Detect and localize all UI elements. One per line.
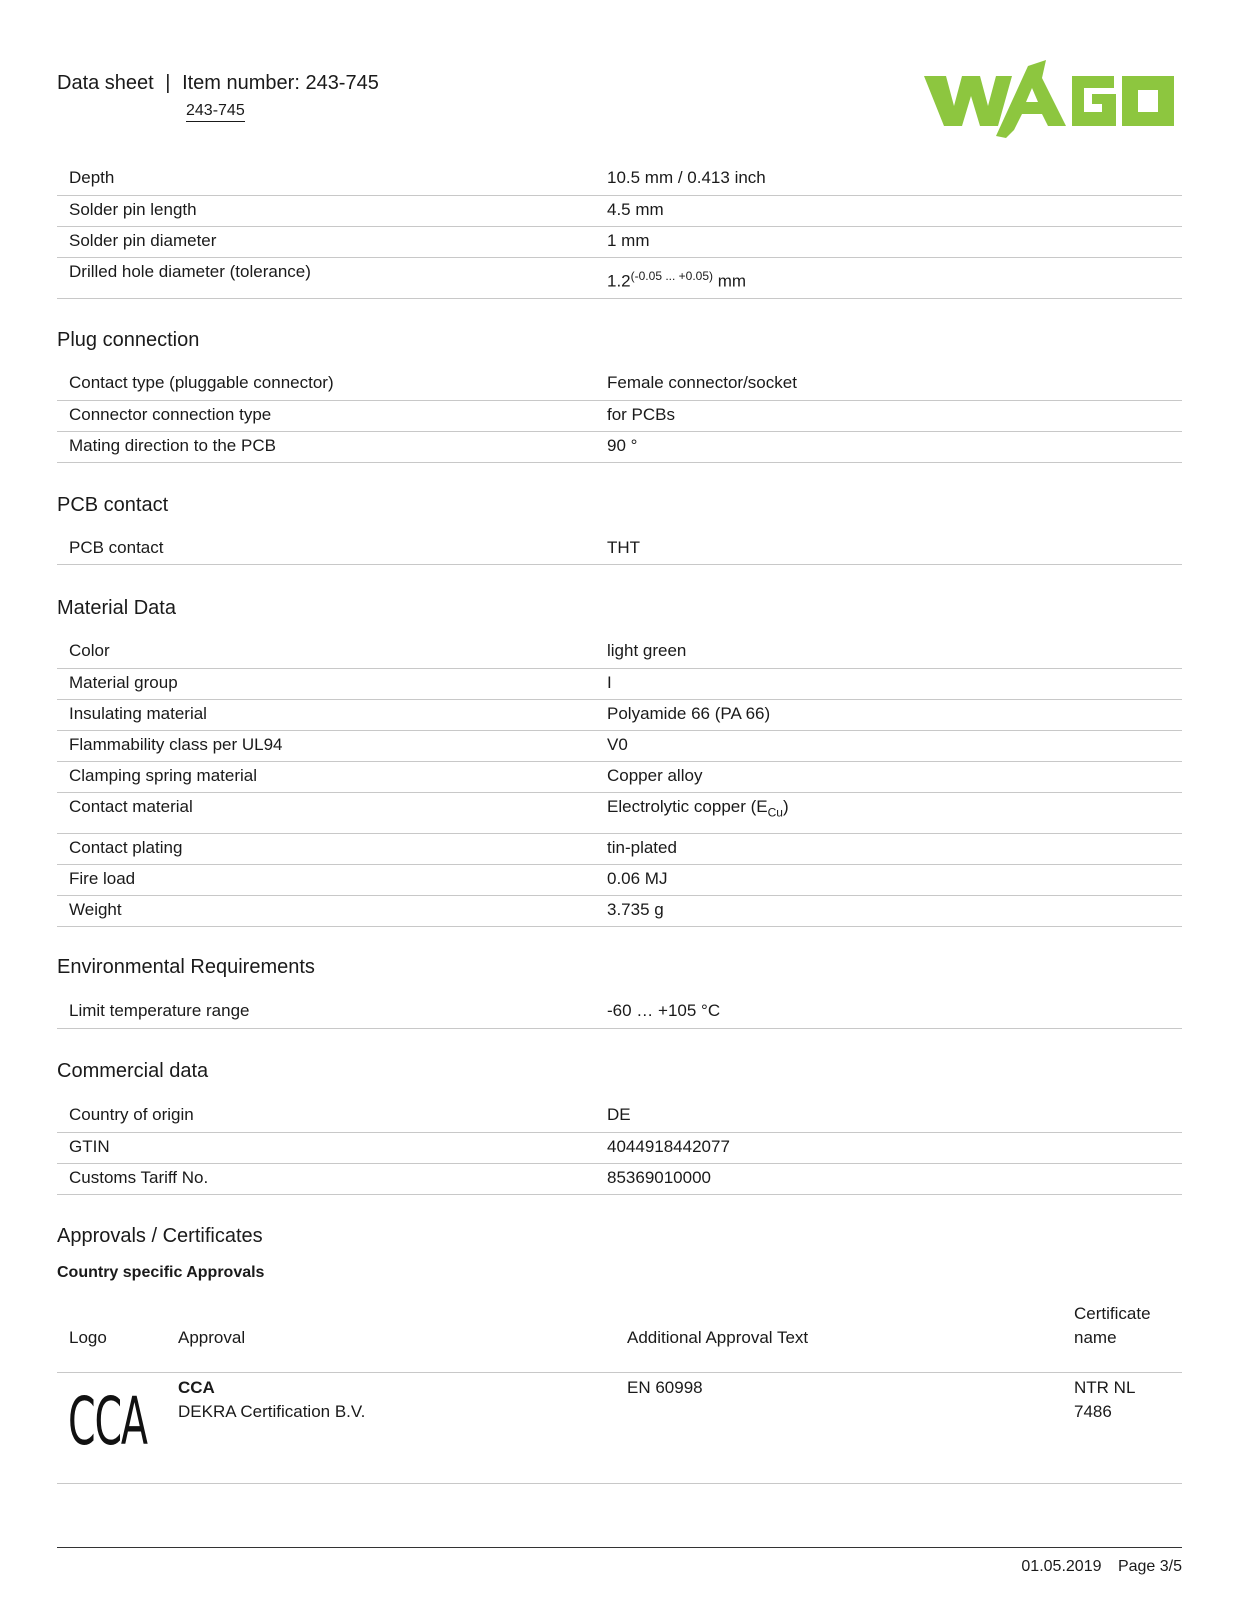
table-row xyxy=(57,432,1182,463)
row-label: GTIN xyxy=(69,1137,110,1156)
row-label: Customs Tariff No. xyxy=(69,1168,209,1187)
table-row xyxy=(57,196,1182,227)
dimensions-table xyxy=(57,165,1182,299)
value-unit: mm xyxy=(717,271,747,291)
row-label: Solder pin length xyxy=(69,200,197,219)
certificate-name-line2: 7486 xyxy=(1074,1402,1112,1421)
row-label: Mating direction to the PCB xyxy=(69,436,276,455)
table-row xyxy=(57,535,1182,565)
value-base: 1.2 xyxy=(607,271,631,291)
table-row xyxy=(57,1133,1182,1164)
table-row xyxy=(57,638,1182,669)
table-row xyxy=(57,700,1182,731)
row-label: Connector connection type xyxy=(69,405,272,424)
table-row xyxy=(57,669,1182,700)
approval-name: CCA xyxy=(178,1378,215,1397)
footer-divider xyxy=(57,1547,1182,1548)
section-title-material: Material Data xyxy=(57,597,176,619)
wago-logo xyxy=(924,58,1182,146)
value-end: ) xyxy=(782,797,789,816)
row-label: Limit temperature range xyxy=(69,1001,250,1020)
col-cert-line2: name xyxy=(1074,1328,1117,1347)
row-label: Country of origin xyxy=(69,1105,194,1124)
footer-date: 01.05.2019 xyxy=(1021,1558,1102,1575)
subsection-country-approvals: Country specific Approvals xyxy=(57,1264,265,1281)
row-label: Weight xyxy=(69,900,122,919)
row-value: 4044918442077 xyxy=(607,1137,730,1156)
value-tolerance: (-0.05 ... +0.05) xyxy=(630,269,714,283)
table-row xyxy=(57,1102,1182,1133)
plug-table xyxy=(57,370,1182,463)
row-value xyxy=(607,793,1182,833)
title-separator: | xyxy=(165,72,171,94)
commercial-table xyxy=(57,1102,1182,1195)
row-value xyxy=(607,258,1182,298)
row-value: 90 ° xyxy=(607,436,638,455)
section-title-plug: Plug connection xyxy=(57,329,200,351)
approvals-header xyxy=(57,1304,1182,1373)
value-subscript: Cu xyxy=(767,805,783,820)
approval-org: DEKRA Certification B.V. xyxy=(178,1402,366,1421)
section-title-pcb: PCB contact xyxy=(57,494,169,516)
row-value: Copper alloy xyxy=(607,766,703,785)
table-row xyxy=(57,401,1182,432)
row-label: Flammability class per UL94 xyxy=(69,735,283,754)
table-row xyxy=(57,370,1182,401)
section-title-commercial: Commercial data xyxy=(57,1060,209,1082)
certificate-name-line1: NTR NL xyxy=(1074,1378,1136,1397)
row-value: 4.5 mm xyxy=(607,200,664,219)
table-row xyxy=(57,731,1182,762)
table-row xyxy=(57,997,1182,1029)
row-label: Contact material xyxy=(69,797,193,816)
section-title-environment: Environmental Requirements xyxy=(57,956,315,978)
additional-approval-text: EN 60998 xyxy=(627,1378,703,1397)
footer xyxy=(1009,1558,1182,1576)
col-cert-line1: Certificate xyxy=(1074,1304,1151,1323)
row-value: Female connector/socket xyxy=(607,373,797,392)
table-row xyxy=(57,227,1182,258)
table-row xyxy=(57,865,1182,896)
table-row xyxy=(57,896,1182,927)
row-label: Drilled hole diameter (tolerance) xyxy=(69,262,311,281)
cca-logo: CCA xyxy=(68,1383,147,1460)
row-value: -60 … +105 °C xyxy=(607,1001,721,1020)
row-value: 3.735 g xyxy=(607,900,664,919)
environment-table xyxy=(57,997,1182,1029)
row-label: Contact plating xyxy=(69,838,183,857)
row-value: 85369010000 xyxy=(607,1168,712,1187)
table-row xyxy=(57,762,1182,793)
row-value: for PCBs xyxy=(607,405,676,424)
row-value: 1 mm xyxy=(607,231,650,250)
col-logo: Logo xyxy=(69,1328,107,1347)
pcb-table xyxy=(57,535,1182,565)
row-label: Material group xyxy=(69,673,178,692)
row-label: Insulating material xyxy=(69,704,207,723)
col-additional: Additional Approval Text xyxy=(627,1328,809,1347)
row-value: DE xyxy=(607,1105,631,1124)
section-title-approvals: Approvals / Certificates xyxy=(57,1225,263,1247)
page-title xyxy=(57,72,379,95)
table-row xyxy=(57,793,1182,834)
row-label: PCB contact xyxy=(69,538,164,557)
col-approval: Approval xyxy=(178,1328,246,1347)
row-label: Fire load xyxy=(69,869,136,888)
table-row xyxy=(57,165,1182,196)
row-label: Color xyxy=(69,641,110,660)
row-value: Polyamide 66 (PA 66) xyxy=(607,704,771,723)
footer-page: Page 3/5 xyxy=(1117,1558,1182,1575)
row-value: tin-plated xyxy=(607,838,677,857)
row-value: THT xyxy=(607,538,641,557)
row-label: Solder pin diameter xyxy=(69,231,217,250)
row-label: Depth xyxy=(69,168,115,187)
row-label: Contact type (pluggable connector) xyxy=(69,373,334,392)
title-prefix: Data sheet xyxy=(57,72,154,94)
row-label: Clamping spring material xyxy=(69,766,258,785)
row-value: 10.5 mm / 0.413 inch xyxy=(607,168,766,187)
table-row xyxy=(57,258,1182,299)
material-table xyxy=(57,638,1182,927)
row-value: 0.06 MJ xyxy=(607,869,668,888)
table-row xyxy=(57,834,1182,865)
row-value: V0 xyxy=(607,735,628,754)
item-number-link[interactable]: 243-745 xyxy=(186,102,245,122)
title-item-number: Item number: 243-745 xyxy=(182,72,379,94)
table-row xyxy=(57,1164,1182,1195)
row-value: light green xyxy=(607,641,687,660)
row-value: I xyxy=(607,673,612,692)
approval-row xyxy=(57,1373,1182,1484)
value-base: Electrolytic copper (E xyxy=(607,797,768,816)
